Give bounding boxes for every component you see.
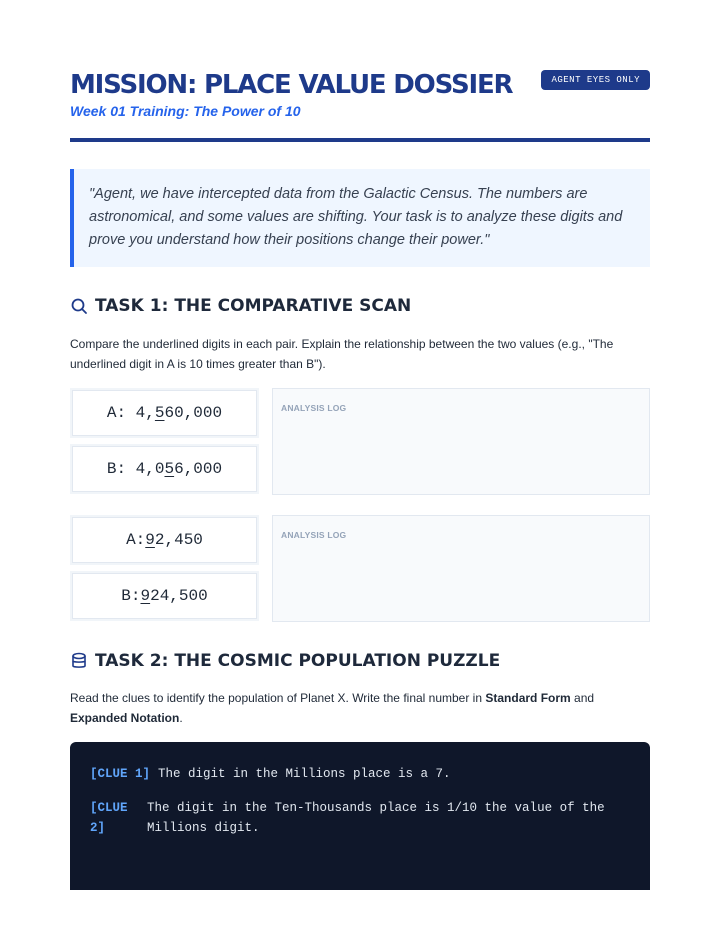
task1-title: TASK 1: THE COMPARATIVE SCAN: [95, 296, 412, 316]
clue-text: The digit in the Millions place is a 7.: [158, 767, 451, 781]
classification-badge: AGENT EYES ONLY: [541, 70, 650, 90]
pair1-analysis-log[interactable]: [272, 388, 650, 495]
page-subtitle: Week 01 Training: The Power of 10: [70, 103, 301, 119]
pair1-value-a: A: 4, 5 60,000: [70, 388, 259, 438]
expanded-notation-term: Expanded Notation: [70, 711, 180, 725]
header: [70, 70, 650, 142]
analysis-log-label: ANALYSIS LOG: [281, 530, 347, 540]
clue-tag: [CLUE 2]: [90, 801, 128, 835]
pair2-value-b: B: 9 24,500: [70, 571, 259, 621]
clue-tag: [CLUE 1]: [90, 767, 151, 781]
underlined-digit: 9: [145, 531, 155, 549]
pair1-value-b: B: 4,0 5 6,000: [70, 444, 259, 494]
clue-terminal: [70, 742, 650, 890]
task2-heading: [70, 651, 500, 671]
underlined-digit: 9: [140, 587, 151, 605]
underlined-digit: 5: [164, 460, 175, 478]
task2-title: TASK 2: THE COSMIC POPULATION PUZZLE: [95, 651, 501, 671]
intro-quote: [70, 169, 650, 267]
analysis-log-label: ANALYSIS LOG: [281, 403, 347, 413]
clue-text: The digit in the Ten-Thousands place is 1/10 the value of the Millions digit.: [147, 801, 605, 835]
standard-form-term: Standard Form: [485, 691, 571, 705]
task1-heading: [70, 296, 411, 316]
intro-quote-text: "Agent, we have intercepted data from the Galactic Census. The numbers are astronomical, and some values are shifting. Your task is to analyze these digits and prove you understand how their positions change their power.": [89, 186, 623, 248]
pair2-analysis-log[interactable]: [272, 515, 650, 622]
search-icon: [70, 297, 88, 315]
underlined-digit: 5: [154, 404, 165, 422]
clue-item: [90, 764, 630, 784]
clue-item: [90, 798, 630, 838]
database-icon: [70, 652, 88, 670]
pair2-value-a: A: 9 2,450: [70, 515, 259, 565]
task1-instructions: Compare the underlined digits in each pair. Explain the relationship between the two values (e.g., "The underlined digit in A is 10 times greater than B").: [70, 337, 614, 371]
task2-instructions: Read the clues to identify the population of Planet X. Write the final number in Standard Form and Expanded Notation.: [70, 691, 595, 725]
page-title: MISSION: PLACE VALUE DOSSIER: [70, 70, 513, 100]
